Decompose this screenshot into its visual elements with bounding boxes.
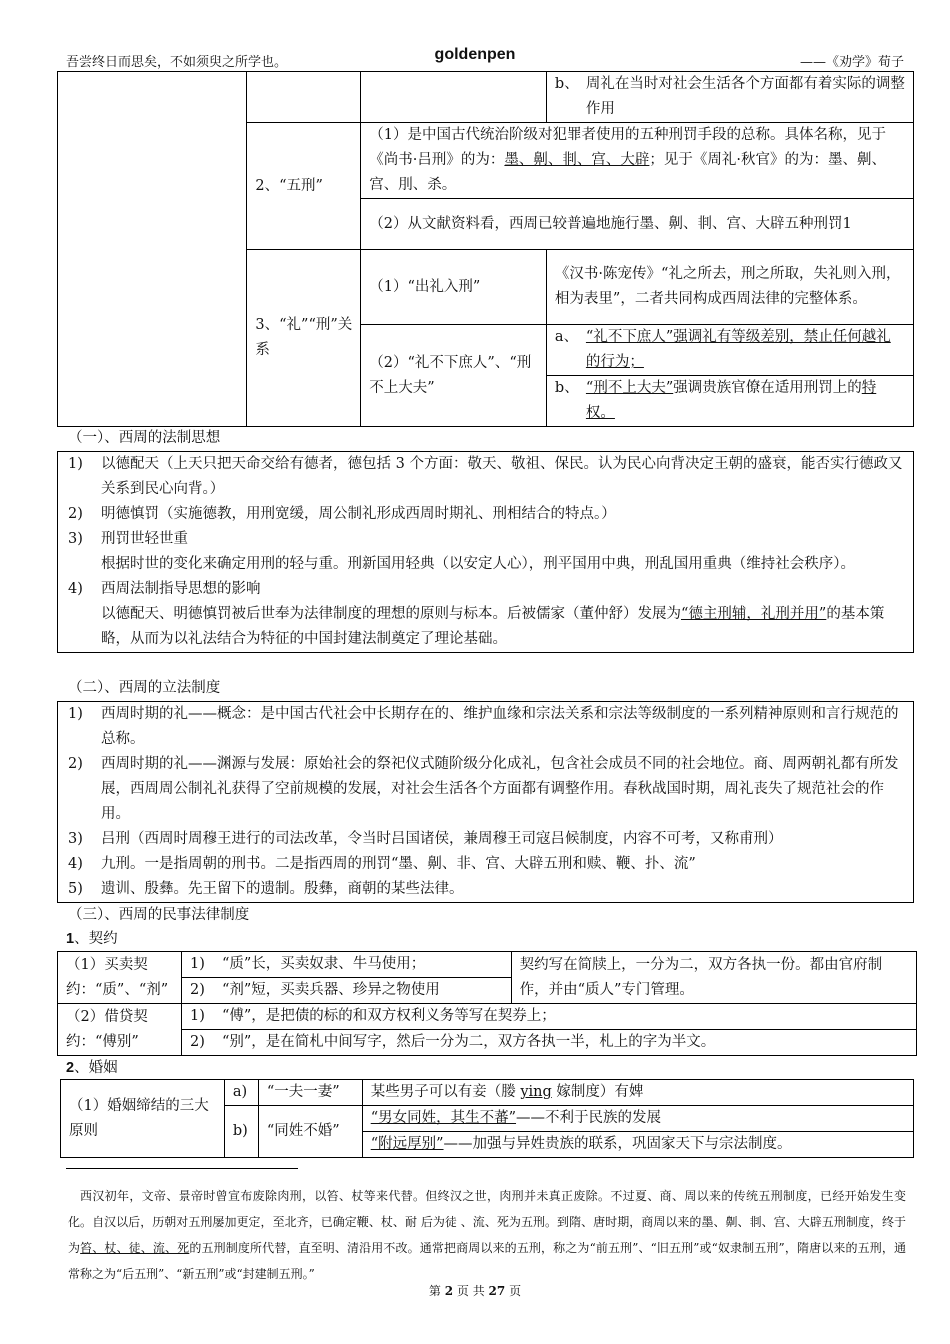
monogamy-label: “一夫一妻” [258, 1080, 362, 1106]
footnote: 西汉初年，文帝、景帝时曾宣布废除肉刑，以笞、杖等来代替。但终汉之世，肉刑并未真正废除。不过夏、商、周以来的传统五刑制度，已经开始发生变化。自汉以后，历朝对五刑屡加更定，至北齐，已确定鞭、杖、耐 后为徒 、流、死为五刑。到隋、唐时期，商周以来的墨、劓、剕、宫、大辟五刑制度，终于为笞、杖、徒、流、死的五刑制度所代替，直至明、清沿用不改。通常把商周以来的五刑，称之为“前五刑”、“旧五刑”或“奴隶制五刑”，隋唐以来的五刑，通常称之为“后五刑”、“新五刑”或“封建制五刑。” [68, 1189, 906, 1281]
list-item: 以德配天（上天只把天命交给有德者，德包括 3 个方面：敬天、敬祖、保民。认为民心向背决定王朝的盛衰，能否实行德政又关系到民心向背。） [101, 456, 903, 497]
underlined-text: “刑不上大夫” [585, 380, 674, 396]
churu-text: 《汉书·陈宠传》“礼之所去，刑之所取，失礼则入刑，相为表里”，二者共同构成西周法律的完整体系。 [546, 250, 913, 325]
legislation-box: 1) 西周时期的礼——概念：是中国古代社会中长期存在的、维护血缘和宗法关系和宗法等级制度的一系列精神原则和言行规范的总称。 2) 西周时期的礼——渊源与发展：原始社会的祭祀仪式随阶级分化成礼，包含社会成员不同的社会地位。商、周两朝礼都有所发展，西周周公制礼礼获得了空前规模的发展，对社会生活各个方面都有调整作用。春秋战国时期，周礼丧失了规范社会的作用。 3) 吕刑（西周时周穆王进行的司法改革，令当时吕国诸侯，兼周穆王司寇吕候制度，内容不可考，又称甫刑） 4) 九刑。一是指周朝的刑书。二是指西周的刑罚“墨、劓、非、宫、大辟五刑和赎、鞭、扑、流” 5) 遗训、殷彝。先王留下的遗制。殷彝，商朝的某些法律。 [57, 701, 914, 903]
item-label: a) [224, 1080, 258, 1106]
sale-contract-note: 契约写在简牍上，一分为二，双方各执一份。都由官府制作，并由“质人”专门管理。 [511, 952, 916, 1004]
list-item: 吕刑（西周时周穆王进行的司法改革，令当时吕国诸侯，兼周穆王司寇吕候制度，内容不可考，又称甫刑） [101, 831, 783, 847]
legal-thought-box: 1) 以德配天（上天只把天命交给有德者，德包括 3 个方面：敬天、敬祖、保民。认为民心向背决定王朝的盛衰，能否实行德政又关系到民心向背。） 2) 明德慎罚（实施德教，用刑宽缓，周公制礼形成西周时期礼、刑相结合的特点。） 3) 刑罚世轻世重 根据时世的变化来确定用刑的轻与重。刑新国用轻典（以安定人心），刑平国用中典，刑乱国用重典（维持社会秩序）。 4) 西周法制指导思想的影响 以德配天、明德慎罚被后世奉为法律制度的理想的原则与标本。后被儒家（董仲舒）发展为“德主刑辅，礼刑并用”的基本策略，从而为以礼法结合为特征的中国封建法制奠定了理论基础。 [57, 451, 914, 653]
list-item-detail: 以德配天、明德慎罚被后世奉为法律制度的理想的原则与标本。后被儒家（董仲舒）发展为“德主刑辅，礼刑并用”的基本策略，从而为以礼法结合为特征的中国封建法制奠定了理论基础。 [101, 606, 885, 647]
wuxing-definition: （1）是中国古代统治阶级对犯罪者使用的五种刑罚手段的总称。具体名称，见于《尚书·吕刑》的为：墨、劓、剕、宫、大辟；见于《周礼·秋官》的为：墨、劓、宫、刖、杀。 [361, 123, 914, 199]
header-title: goldenpen [434, 46, 516, 63]
underlined-text: 墨、劓、剕、宫、大辟 [504, 152, 650, 168]
sale-contract-items: 1) “质”长，买卖奴隶、牛马使用； 2) “剂”短，买卖兵器、珍异之物使用 [181, 952, 511, 1004]
table-blank-cell [361, 72, 547, 123]
monogamy-text: 某些男子可以有妾（媵 ying 嫁制度）有婢 [362, 1080, 913, 1106]
table-blank-cell [58, 72, 247, 427]
marriage-principles-label: （1）婚姻缔结的三大原则 [61, 1080, 225, 1158]
item-label: b) [224, 1106, 258, 1158]
same-surname-text-1: “男女同姓，其生不蕃”——不利于民族的发展 [362, 1106, 913, 1132]
underlined-text: “德主刑辅，礼刑并用” [681, 606, 827, 622]
item-text: 周礼在当时对社会生活各个方面都有着实际的调整作用 [585, 76, 905, 117]
wuxing-label: 2、“五刑” [247, 123, 361, 250]
list-item: “傅”，是把债的标的和双方权利义务等写在契券上； [221, 1008, 556, 1024]
section-title: （三）、西周的民事法律制度 [68, 907, 250, 923]
item-label: b、 [554, 76, 579, 92]
list-item: 西周法制指导思想的影响 [101, 581, 261, 597]
header-quote: 吾尝终日而思矣，不如须臾之所学也。 [66, 55, 288, 70]
list-item: 明德慎罚（实施德教，用刑宽缓，周公制礼形成西周时期礼、刑相结合的特点。） [101, 506, 616, 522]
marriage-table [60, 1079, 914, 1158]
lixing-label: 3、“礼”“刑”关系 [247, 250, 361, 427]
contract-table [57, 951, 917, 1056]
table-blank-cell [247, 72, 361, 123]
loan-contract-label: （2）借贷契约：“傅别” [58, 1004, 182, 1056]
header-source: ——《劝学》荀子 [799, 55, 904, 70]
zhouli-effect-cell [546, 72, 913, 123]
list-item: “别”，是在简札中间写字，然后一分为二，双方各执一半，札上的字为半文。 [221, 1034, 716, 1050]
buxia-b-cell: b、 “刑不上大夫”强调贵族官僚在适用刑罚上的特权。 [546, 376, 913, 427]
buxia-label: （2）“礼不下庶人”、“刑不上大夫” [361, 325, 547, 427]
churu-label: （1）“出礼入刑” [361, 250, 547, 325]
list-item: 遗训、殷彝。先王留下的遗制。殷彝，商朝的某些法律。 [101, 881, 464, 897]
underlined-text: “附远厚别” [370, 1136, 444, 1152]
section-title: （一）、西周的法制思想 [68, 430, 221, 446]
list-item: 九刑。一是指周朝的刑书。二是指西周的刑罚“墨、劓、非、宫、大辟五刑和赎、鞭、扑、流” [101, 856, 696, 872]
list-item: 西周时期的礼——渊源与发展：原始社会的祭祀仪式随阶级分化成礼，包含社会成员不同的社会地位。商、周两朝礼都有所发展，西周周公制礼礼获得了空前规模的发展，对社会生活各个方面都有调整作用。春秋战国时期，周礼丧失了规范社会的作用。 [101, 756, 899, 822]
list-item: 刑罚世轻世重 [101, 531, 188, 547]
list-item: 西周时期的礼——概念：是中国古代社会中长期存在的、维护血缘和宗法关系和宗法等级制度的一系列精神原则和言行规范的总称。 [101, 706, 899, 747]
page-number: 第 2 页 共 27 页 [428, 1284, 522, 1298]
buxia-a-cell: a、 “礼不下庶人”强调礼有等级差别，禁止任何越礼的行为； [546, 325, 913, 376]
underlined-text: “男女同姓，其生不蕃” [370, 1110, 517, 1126]
zhouli-wuxing-table [57, 71, 914, 427]
same-surname-text-2: “附远厚别”——加强与异姓贵族的联系，巩固家天下与宗法制度。 [362, 1132, 913, 1158]
underlined-text: “礼不下庶人”强调礼有等级差别，禁止任何越礼的行为； [585, 329, 891, 370]
loan-contract-items: 1) “傅”，是把债的标的和双方权利义务等写在契券上； 2) “别”，是在简札中间写字，然后一分为二，双方各执一半，札上的字为半文。 [181, 1004, 916, 1056]
footnote-divider [66, 1168, 298, 1169]
list-item: “质”长，买卖奴隶、牛马使用； [221, 956, 426, 972]
list-item-detail: 根据时世的变化来确定用刑的轻与重。刑新国用轻典（以安定人心），刑平国用中典，刑乱国用重典（维持社会秩序）。 [101, 556, 855, 572]
subsection-marriage: 2、婚姻 [66, 1060, 118, 1076]
section-title: （二）、西周的立法制度 [68, 680, 221, 696]
subsection-contract: 1、契约 [66, 931, 118, 947]
underlined-text: ying [520, 1084, 552, 1100]
same-surname-label: “同姓不婚” [258, 1106, 362, 1158]
sale-contract-label: （1）买卖契约：“质”、“剂” [58, 952, 182, 1004]
underlined-text: 笞、杖、徒、流、死 [80, 1241, 190, 1255]
underlined-text: 特权。 [585, 380, 877, 421]
list-item: “剂”短，买卖兵器、珍异之物使用 [221, 982, 440, 998]
wuxing-practice: （2）从文献资料看，西周已较普遍地施行墨、劓、剕、宫、大辟五种刑罚1 [361, 199, 914, 250]
